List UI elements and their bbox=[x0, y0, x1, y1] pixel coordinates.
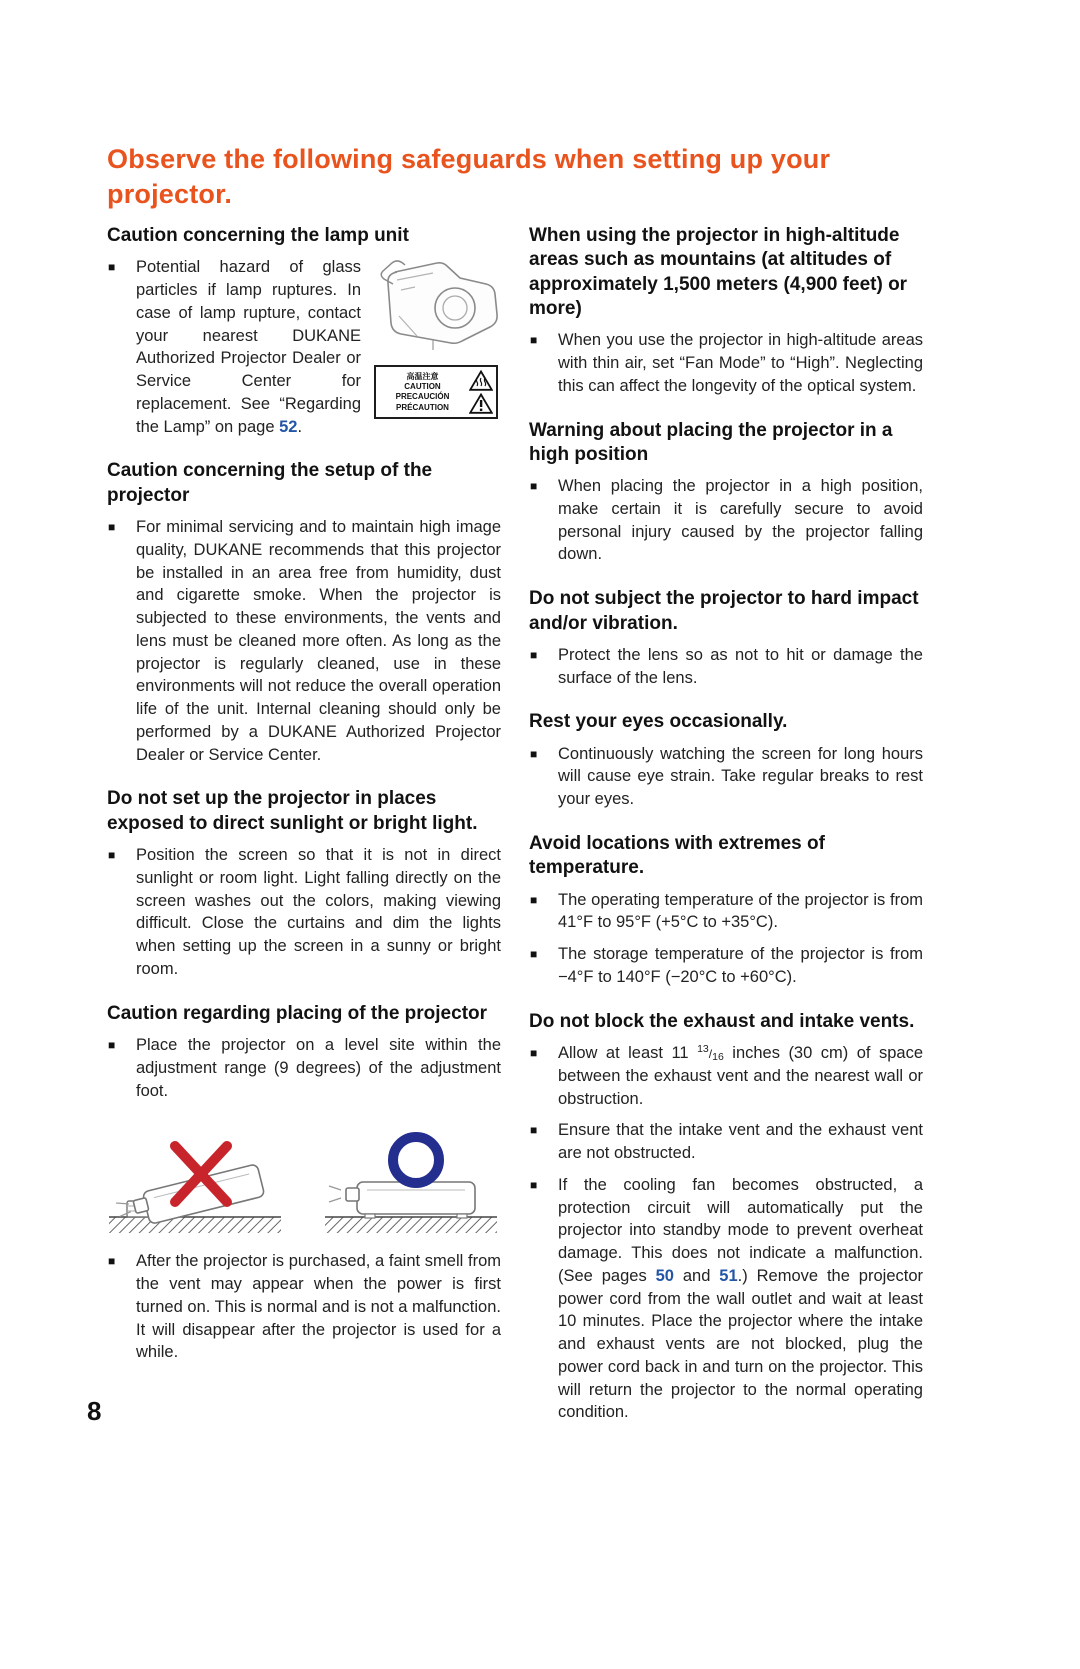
bullet-square-icon: ■ bbox=[108, 1254, 116, 1269]
right-column bbox=[529, 224, 923, 1433]
lamp-unit-illustration bbox=[371, 256, 501, 360]
bullet-square-icon: ■ bbox=[108, 848, 116, 863]
body-text: and bbox=[673, 1266, 720, 1285]
section-no-direct-sunlight bbox=[107, 787, 501, 980]
page-51-link[interactable]: 51 bbox=[719, 1266, 738, 1285]
section-heading: Do not block the exhaust and intake vents. bbox=[529, 1010, 915, 1032]
body-text: When you use the projector in high-altitude areas with thin air, set “Fan Mode” to “High”. Neglecting this can affect the longevity of the optical system. bbox=[558, 331, 923, 395]
section-heading: Rest your eyes occasionally. bbox=[529, 711, 788, 733]
bullet-square-icon: ■ bbox=[530, 1046, 538, 1060]
bullet-square-icon: ■ bbox=[530, 333, 538, 348]
section-placing-caution bbox=[107, 1002, 501, 1364]
bullet-square-icon: ■ bbox=[530, 746, 538, 761]
bullet-square-icon: ■ bbox=[108, 260, 116, 275]
bullet-square-icon: ■ bbox=[530, 892, 538, 907]
bullet-square-icon: ■ bbox=[108, 1038, 116, 1053]
section-heading: Caution concerning the lamp unit bbox=[107, 225, 409, 246]
fraction-slash: / bbox=[708, 1047, 713, 1061]
body-text: Potential hazard of glass particles if lamp ruptures. In case of lamp rupture, contact your nearest DUKANE Authorized Projector Dealer or Service Center for replacement. See “Regarding the Lamp” on page bbox=[136, 258, 361, 436]
caution-label-text bbox=[379, 372, 466, 414]
body-text: Continuously watching the screen for long hours will cause eye strain. Take regular breaks to rest your eyes. bbox=[558, 744, 923, 809]
bullet-item bbox=[529, 644, 923, 690]
page-number: 8 bbox=[87, 1396, 102, 1426]
body-text: For minimal servicing and to maintain high image quality, DUKANE recommends that this projector be installed in an area free from humidity, dust and cigarette smoke. When the projector is subjected to these environments, the vents and lens must be cleaned more often. As long as the projector is regularly cleaned, use in these environments will not reduce the overall operation life of the unit. Internal cleaning should only be performed by a DUKANE Authorized Projector Dealer or Service Center. bbox=[136, 518, 501, 764]
body-text: Allow at least 11 bbox=[558, 1044, 698, 1062]
section-temperature-extremes bbox=[529, 832, 923, 989]
bullet-item bbox=[529, 329, 923, 397]
bullet-square-icon: ■ bbox=[530, 479, 538, 494]
body-text: The storage temperature of the projector is from −4°F to 140°F (−20°C to +60°C). bbox=[558, 945, 923, 986]
placement-illustration bbox=[107, 1116, 499, 1238]
lamp-unit-figure bbox=[371, 256, 501, 419]
section-lamp-caution bbox=[107, 224, 501, 438]
exclamation-warning-icon bbox=[469, 393, 493, 414]
two-column-layout bbox=[107, 224, 923, 1433]
section-heading: Avoid locations with extremes of temperature. bbox=[529, 833, 825, 879]
bullet-square-icon: ■ bbox=[108, 520, 116, 535]
body-text: inches (30 cm) of space between the exhaust vent and the nearest wall or obstruction. bbox=[558, 1044, 923, 1108]
body-text: Protect the lens so as not to hit or damage the surface of the lens. bbox=[558, 645, 923, 687]
bullet-item bbox=[107, 256, 501, 438]
page-title: Observe the following safeguards when setting up your projector. bbox=[107, 144, 831, 209]
bullet-item bbox=[107, 844, 501, 981]
bullet-square-icon: ■ bbox=[530, 1177, 538, 1192]
body-text: Ensure that the intake vent and the exhaust vent are not obstructed. bbox=[558, 1121, 923, 1163]
bullet-item bbox=[529, 1174, 923, 1424]
body-text: Position the screen so that it is not in direct sunlight or room light. Light falling directly on the screen washes out the colors, making viewing difficult. Close the curtains and dim the lights when setting up the screen in a sunny or bright room. bbox=[136, 846, 501, 978]
section-rest-eyes bbox=[529, 710, 923, 811]
bullet-item bbox=[529, 1042, 923, 1110]
section-heading: Do not set up the projector in places exposed to direct sunlight or bright light. bbox=[107, 788, 478, 834]
caution-label-line-jp: 高温注意 bbox=[406, 371, 439, 381]
level-projector-drawing bbox=[325, 1182, 497, 1233]
section-high-position-warning bbox=[529, 419, 923, 567]
section-heading: Caution concerning the setup of the projector bbox=[107, 460, 433, 506]
caution-label-line-es: PRECAUCIÓN bbox=[395, 392, 450, 402]
section-heading: Warning about placing the projector in a high position bbox=[529, 419, 893, 465]
body-text: . bbox=[297, 417, 303, 436]
section-impact-vibration bbox=[529, 587, 923, 689]
left-column bbox=[107, 224, 501, 1373]
section-heading: Caution regarding placing of the projector bbox=[107, 1002, 488, 1024]
caution-label-line-fr: PRÉCAUTION bbox=[396, 402, 449, 412]
body-text: When placing the projector in a high position, make certain it is carefully secure to avoid personal injury caused by the projector falling down. bbox=[558, 477, 923, 564]
bullet-item bbox=[529, 889, 923, 935]
page-50-link[interactable]: 50 bbox=[655, 1266, 674, 1285]
caution-triangles bbox=[469, 370, 493, 414]
body-text: If the cooling fan becomes obstructed, a protection circuit will automatically put the projector into standby mode to prevent overheat damage. This does not indicate a malfunction. (See pages bbox=[558, 1175, 923, 1285]
bullet-item bbox=[529, 943, 923, 989]
section-setup-caution bbox=[107, 459, 501, 766]
section-high-altitude bbox=[529, 224, 923, 398]
bullet-item bbox=[529, 743, 923, 811]
bullet-item bbox=[529, 1119, 923, 1165]
section-heading: Do not subject the projector to hard impact and/or vibration. bbox=[529, 588, 919, 634]
placement-figure bbox=[107, 1116, 501, 1238]
section-heading: When using the projector in high-altitude areas such as mountains (at altitudes of approximately 1,500 meters (4,900 feet) or more) bbox=[529, 225, 908, 319]
body-text: .) Remove the projector power cord from the wall outlet and wait at least 10 minutes. Place the projector where the intake and exhaust vents are not blocked, plug the power cord back in and turn on the projector. This will return the projector to the normal operating condition. bbox=[558, 1266, 923, 1422]
fraction-denominator: 16 bbox=[712, 1051, 724, 1063]
bullet-item bbox=[107, 516, 501, 766]
bullet-square-icon: ■ bbox=[530, 947, 538, 962]
caution-label-line-en: CAUTION bbox=[404, 381, 441, 391]
bullet-item bbox=[107, 1250, 501, 1364]
page-52-link[interactable]: 52 bbox=[279, 417, 298, 436]
fraction-numerator: 13 bbox=[697, 1043, 709, 1055]
section-do-not-block-vents bbox=[529, 1010, 923, 1425]
blue-circle-mark bbox=[393, 1137, 439, 1183]
bullet-item bbox=[529, 475, 923, 566]
bullet-square-icon: ■ bbox=[530, 1123, 538, 1138]
bullet-item bbox=[107, 1034, 501, 1102]
bullet-square-icon: ■ bbox=[530, 647, 538, 662]
body-text: Place the projector on a level site within the adjustment range (9 degrees) of the adjustment foot. bbox=[136, 1036, 501, 1100]
body-text: The operating temperature of the projector is from 41°F to 95°F (+5°C to +35°C). bbox=[558, 890, 923, 932]
body-text: After the projector is purchased, a faint smell from the vent may appear when the power is first turned on. This is normal and is not a malfunction. It will disappear after the projector is used for a while. bbox=[136, 1252, 501, 1362]
lamp-caution-label bbox=[374, 365, 498, 419]
hot-surface-warning-icon bbox=[469, 370, 493, 391]
